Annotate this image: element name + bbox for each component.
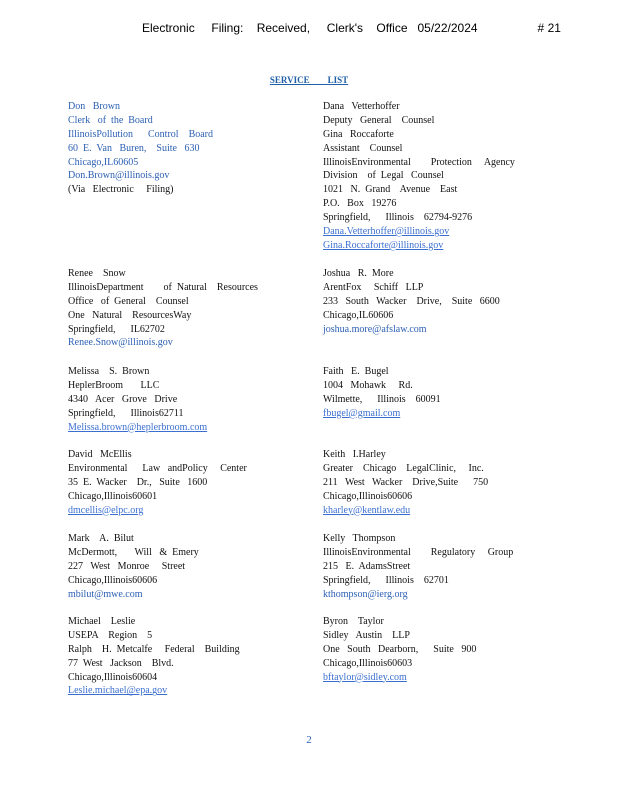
contact-email[interactable]: Don.Brown@illinois.gov (68, 170, 170, 182)
contact-name: Mark A. Bilut (68, 533, 134, 544)
contact-city: Chicago,Illinois60606 (68, 574, 158, 586)
contact-city: Chicago,IL60606 (323, 309, 394, 321)
contact-title: Assistant Counsel (323, 142, 403, 154)
contact-email-link[interactable]: kharley@kentlaw.edu (323, 504, 411, 516)
filing-stamp-header: Electronic Filing: Received, Clerk's Office 05/22/2024 # 21 (142, 21, 561, 35)
service-entry-renee-snow (68, 267, 258, 350)
contact-email[interactable]: Renee.Snow@illinois.gov (68, 337, 173, 349)
contact-organization: McDermott, Will & Emery (68, 546, 199, 558)
service-entry-michael-leslie (68, 615, 240, 698)
contact-city: Springfield, Illinois 62794-9276 (323, 212, 473, 224)
contact-po-box: P.O. Box 19276 (323, 198, 397, 210)
service-entry-david-mcellis (68, 448, 247, 517)
contact-organization: IllinoisEnvironmental Protection Agency (323, 156, 515, 168)
contact-email-link[interactable]: Dana.Vetterhoffer@illinois.gov (323, 226, 450, 238)
contact-street: 233 South Wacker Drive, Suite 6600 (323, 295, 500, 307)
contact-city: Springfield, Illinois62711 (68, 407, 184, 419)
contact-name: Melissa S. Brown (68, 366, 150, 377)
contact-building: Ralph H. Metcalfe Federal Building (68, 643, 240, 655)
contact-street: 60 E. Van Buren, Suite 630 (68, 142, 200, 154)
contact-city: Chicago,IL60605 (68, 156, 139, 168)
service-entry-vetterhoffer (323, 100, 515, 253)
contact-city: Wilmette, Illinois 60091 (323, 393, 441, 405)
contact-email-link[interactable]: bftaylor@sidley.com (323, 671, 407, 683)
contact-organization: Greater Chicago LegalClinic, Inc. (323, 462, 484, 474)
contact-name: Faith E. Bugel (323, 366, 389, 377)
service-entry-don-brown (68, 100, 213, 197)
contact-name: Byron Taylor (323, 616, 384, 627)
contact-name: Renee Snow (68, 268, 126, 279)
contact-city: Chicago,Illinois60606 (323, 490, 413, 502)
contact-street: 4340 Acer Grove Drive (68, 393, 178, 405)
contact-email-link[interactable]: dmcellis@elpc.org (68, 504, 144, 516)
contact-title: Clerk of the Board (68, 114, 153, 126)
contact-name: Keith I.Harley (323, 449, 386, 460)
contact-organization: IllinoisPollution Control Board (68, 128, 214, 140)
service-entry-joshua-more (323, 267, 500, 336)
contact-division: Office of General Counsel (68, 295, 189, 307)
contact-street: 1021 N. Grand Avenue East (323, 184, 458, 196)
contact-street: One South Dearborn, Suite 900 (323, 643, 477, 655)
contact-organization: IllinoisEnvironmental Regulatory Group (323, 546, 514, 558)
page-title: SERVICE LIST (269, 75, 349, 85)
contact-name: Joshua R. More (323, 268, 394, 279)
service-entry-melissa-brown (68, 365, 207, 434)
contact-street: 215 E. AdamsStreet (323, 560, 411, 572)
contact-email[interactable]: mbilut@mwe.com (68, 588, 143, 600)
contact-street: 227 West Monroe Street (68, 560, 186, 572)
contact-street: 77 West Jackson Blvd. (68, 657, 174, 669)
contact-name: Gina Roccaforte (323, 128, 394, 140)
contact-name: Kelly Thompson (323, 533, 396, 544)
service-entry-mark-bilut (68, 532, 199, 601)
contact-city: Chicago,Illinois60603 (323, 657, 413, 669)
contact-organization: ArentFox Schiff LLP (323, 281, 424, 293)
filing-method-note: (Via Electronic Filing) (68, 184, 174, 196)
contact-title: Deputy General Counsel (323, 114, 435, 126)
contact-street: 211 West Wacker Drive,Suite 750 (323, 476, 489, 488)
page-number: 2 (306, 734, 312, 746)
contact-email[interactable]: joshua.more@afslaw.com (323, 323, 427, 335)
contact-name: Dana Vetterhoffer (323, 101, 400, 112)
contact-division: Division of Legal Counsel (323, 170, 444, 182)
contact-street: 35 E. Wacker Dr., Suite 1600 (68, 476, 208, 488)
contact-organization: USEPA Region 5 (68, 629, 153, 641)
contact-email-link[interactable]: Melissa.brown@heplerbroom.com (68, 421, 208, 433)
contact-street: One Natural ResourcesWay (68, 309, 192, 321)
contact-organization: HeplerBroom LLC (68, 379, 160, 391)
contact-email-link[interactable]: Gina.Roccaforte@illinois.gov (323, 239, 444, 251)
contact-email-link[interactable]: Leslie.michael@epa.gov (68, 685, 168, 697)
contact-organization: Sidley Austin LLP (323, 629, 410, 641)
contact-city: Springfield, IL62702 (68, 323, 165, 335)
contact-city: Chicago,Illinois60601 (68, 490, 158, 502)
contact-street: 1004 Mohawk Rd. (323, 379, 413, 391)
contact-city: Springfield, Illinois 62701 (323, 574, 449, 586)
contact-organization: IllinoisDepartment of Natural Resources (68, 281, 258, 293)
contact-name: David McEllis (68, 449, 132, 460)
contact-city: Chicago,Illinois60604 (68, 671, 158, 683)
service-entry-faith-bugel (323, 365, 441, 421)
contact-organization: Environmental Law andPolicy Center (68, 462, 247, 474)
contact-email[interactable]: kthompson@ierg.org (323, 588, 408, 600)
service-entry-keith-harley (323, 448, 488, 517)
service-entry-kelly-thompson (323, 532, 513, 601)
service-entry-byron-taylor (323, 615, 476, 684)
contact-email-link[interactable]: fbugel@gmail.com (323, 407, 401, 419)
contact-name: Michael Leslie (68, 616, 136, 627)
contact-name: Don Brown (68, 101, 120, 112)
